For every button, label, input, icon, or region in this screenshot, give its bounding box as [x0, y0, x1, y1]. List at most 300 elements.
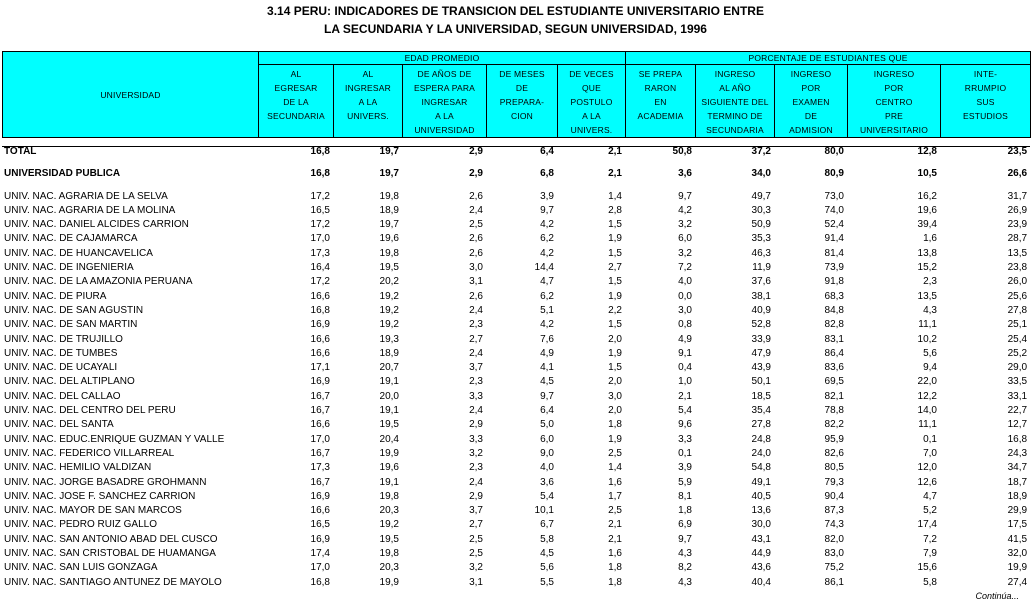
- cell-value: 3,9: [678, 462, 692, 474]
- cell-value: 39,4: [917, 219, 937, 231]
- header-column-line: SUS: [976, 97, 995, 107]
- cell-value: 26,6: [1007, 168, 1028, 180]
- total-row: [2, 167, 1030, 181]
- cell-value: 68,3: [824, 290, 844, 302]
- cell-value: 78,8: [824, 405, 844, 417]
- table-row: [2, 361, 1030, 375]
- table-row: [2, 290, 1030, 304]
- row-name: UNIV. NAC. JOSE F. SANCHEZ CARRION: [4, 490, 196, 502]
- cell-value: 4,2: [540, 219, 554, 231]
- header-column-line: INGRESO: [714, 69, 756, 79]
- table-row: [2, 518, 1030, 532]
- row-name: UNIV. NAC. SAN LUIS GONZAGA: [4, 562, 158, 574]
- header-column-line: INGRESAR: [421, 97, 468, 107]
- header-column-8: [775, 65, 848, 138]
- cell-value: 30,0: [751, 519, 771, 531]
- table-row: [2, 304, 1030, 318]
- header-column-line: ADMISION: [789, 125, 833, 135]
- row-name: UNIV. NAC. DE TUMBES: [4, 347, 118, 359]
- cell-value: 6,2: [540, 290, 554, 302]
- cell-value: 19,5: [379, 262, 399, 274]
- header-column-line: AL: [362, 69, 374, 79]
- cell-value: 24,0: [751, 447, 771, 459]
- header-column-line: DE LA: [283, 97, 309, 107]
- table-row: [2, 190, 1030, 204]
- cell-value: 2,9: [469, 419, 483, 431]
- cell-value: 80,5: [824, 462, 844, 474]
- header-column-line: SIGUIENTE DEL: [701, 97, 769, 107]
- cell-value: 2,6: [469, 190, 483, 202]
- cell-value: 12,8: [917, 146, 937, 157]
- table-row: [2, 461, 1030, 475]
- cell-value: 2,7: [469, 519, 483, 531]
- cell-value: 17,0: [310, 562, 330, 574]
- cell-value: 14,0: [917, 405, 937, 417]
- cell-value: 9,7: [540, 204, 554, 216]
- cell-value: 7,2: [678, 262, 692, 274]
- cell-value: 2,3: [923, 276, 937, 288]
- cell-value: 82,0: [824, 533, 844, 545]
- cell-value: 16,6: [310, 505, 330, 517]
- cell-value: 19,7: [379, 146, 399, 157]
- header-column-line: POSTULO: [570, 97, 613, 107]
- row-name: UNIV. NAC. DE SAN AGUSTIN: [4, 304, 144, 316]
- cell-value: 23,8: [1007, 262, 1028, 274]
- cell-value: 9,7: [678, 533, 692, 545]
- cell-value: 16,9: [310, 533, 330, 545]
- header-universidad: UNIVERSIDAD: [3, 52, 259, 138]
- cell-value: 8,2: [678, 562, 692, 574]
- cell-value: 16,6: [310, 290, 330, 302]
- cell-value: 16,8: [1007, 433, 1028, 445]
- cell-value: 80,0: [824, 146, 844, 157]
- row-name: UNIV. NAC. DE UCAYALI: [4, 362, 118, 374]
- cell-value: 16,8: [310, 576, 330, 588]
- cell-value: 41,5: [1007, 533, 1028, 545]
- cell-value: 1,8: [678, 505, 692, 517]
- cell-value: 0,4: [678, 362, 692, 374]
- cell-value: 1,5: [608, 319, 622, 331]
- cell-value: 19,8: [379, 490, 399, 502]
- cell-value: 10,5: [917, 168, 937, 180]
- header-column-line: AL AÑO: [719, 83, 751, 93]
- cell-value: 19,2: [379, 319, 399, 331]
- cell-value: 33,1: [1007, 390, 1028, 402]
- header-column-line: DE: [804, 111, 818, 121]
- cell-value: 14,4: [534, 262, 554, 274]
- cell-value: 4,2: [540, 319, 554, 331]
- cell-value: 12,7: [1007, 419, 1028, 431]
- cell-value: 19,5: [379, 419, 399, 431]
- cell-value: 23,9: [1007, 219, 1028, 231]
- cell-value: 2,9: [469, 490, 483, 502]
- cell-value: 2,6: [469, 247, 483, 259]
- cell-value: 1,8: [608, 562, 622, 574]
- cell-value: 16,6: [310, 333, 330, 345]
- table-row: [2, 375, 1030, 389]
- table-header: [2, 51, 1031, 138]
- header-column-line: DE AÑOS DE: [417, 69, 472, 79]
- cell-value: 13,5: [917, 290, 937, 302]
- cell-value: 3,0: [678, 304, 692, 316]
- header-column-line: PREPARA-: [499, 97, 545, 107]
- cell-value: 3,9: [540, 190, 554, 202]
- cell-value: 0,1: [923, 433, 937, 445]
- header-column-line: UNIVERS.: [347, 111, 389, 121]
- cell-value: 24,8: [751, 433, 771, 445]
- header-column-line: EN: [654, 97, 667, 107]
- cell-value: 13,6: [751, 505, 771, 517]
- cell-value: 25,6: [1007, 290, 1028, 302]
- table-row: [2, 218, 1030, 232]
- cell-value: 35,3: [751, 233, 771, 245]
- header-column-line: INGRESO: [873, 69, 915, 79]
- cell-value: 25,1: [1007, 319, 1028, 331]
- header-column-line: TERMINO DE: [707, 111, 763, 121]
- cell-value: 44,9: [751, 548, 771, 560]
- cell-value: 2,5: [469, 219, 483, 231]
- cell-value: 3,3: [678, 433, 692, 445]
- table-row: [2, 433, 1030, 447]
- cell-value: 3,0: [469, 262, 483, 274]
- cell-value: 95,9: [824, 433, 844, 445]
- cell-value: 2,4: [469, 405, 483, 417]
- cell-value: 17,5: [1007, 519, 1028, 531]
- data-table: [2, 142, 1030, 590]
- cell-value: 3,2: [469, 447, 483, 459]
- header-column-line: SECUNDARIA: [267, 111, 325, 121]
- row-name: UNIV. NAC. FEDERICO VILLARREAL: [4, 447, 175, 459]
- cell-value: 28,7: [1007, 233, 1028, 245]
- cell-value: 9,4: [923, 362, 937, 374]
- table-row: [2, 261, 1030, 275]
- cell-value: 37,6: [751, 276, 771, 288]
- cell-value: 4,5: [540, 548, 554, 560]
- cell-value: 50,9: [751, 219, 771, 231]
- cell-value: 49,1: [751, 476, 771, 488]
- cell-value: 10,2: [917, 333, 937, 345]
- cell-value: 83,6: [824, 362, 844, 374]
- cell-value: 18,7: [1007, 476, 1028, 488]
- header-column-line: INGRESAR: [345, 83, 391, 93]
- cell-value: 9,0: [540, 447, 554, 459]
- cell-value: 5,4: [540, 490, 554, 502]
- table-row: [2, 204, 1030, 218]
- cell-value: 12,6: [917, 476, 937, 488]
- cell-value: 1,6: [608, 476, 622, 488]
- cell-value: 34,7: [1007, 462, 1028, 474]
- cell-value: 19,8: [379, 548, 399, 560]
- cell-value: 8,1: [678, 490, 692, 502]
- table-row: [2, 561, 1030, 575]
- cell-value: 80,9: [824, 168, 844, 180]
- cell-value: 16,7: [310, 405, 330, 417]
- header-column-line: ESPERA PARA: [413, 83, 476, 93]
- cell-value: 6,4: [540, 146, 554, 157]
- cell-value: 7,6: [540, 333, 554, 345]
- table-row: [2, 318, 1030, 332]
- cell-value: 2,0: [608, 333, 622, 345]
- cell-value: 4,3: [678, 548, 692, 560]
- cell-value: 19,9: [1007, 562, 1028, 574]
- cell-value: 19,6: [379, 233, 399, 245]
- cell-value: 19,6: [379, 462, 399, 474]
- cell-value: 27,4: [1007, 576, 1028, 588]
- cell-value: 16,7: [310, 476, 330, 488]
- cell-value: 20,0: [379, 390, 399, 402]
- row-name: UNIV. NAC. HEMILIO VALDIZAN: [4, 462, 152, 474]
- row-name: UNIV. NAC. JORGE BASADRE GROHMANN: [4, 476, 207, 488]
- header-column-line: DE VECES: [569, 69, 614, 79]
- header-column-line: A LA: [358, 97, 378, 107]
- row-name: UNIV. NAC. DEL ALTIPLANO: [4, 376, 135, 388]
- cell-value: 1,5: [608, 247, 622, 259]
- cell-value: 20,3: [379, 562, 399, 574]
- cell-value: 16,6: [310, 419, 330, 431]
- cell-value: 5,6: [923, 347, 937, 359]
- cell-value: 24,3: [1007, 447, 1028, 459]
- cell-value: 4,9: [678, 333, 692, 345]
- header-column-6: [626, 65, 696, 138]
- cell-value: 2,8: [608, 204, 622, 216]
- cell-value: 18,5: [751, 390, 771, 402]
- cell-value: 29,0: [1007, 362, 1028, 374]
- cell-value: 81,4: [824, 247, 844, 259]
- cell-value: 19,1: [379, 376, 399, 388]
- row-name: UNIV. NAC. SAN CRISTOBAL DE HUAMANGA: [4, 548, 216, 560]
- cell-value: 2,4: [469, 347, 483, 359]
- cell-value: 90,4: [824, 490, 844, 502]
- cell-value: 82,8: [824, 319, 844, 331]
- cell-value: 19,6: [917, 204, 937, 216]
- header-edad-promedio: EDAD PROMEDIO: [259, 52, 626, 65]
- header-porcentaje: PORCENTAJE DE ESTUDIANTES QUE: [626, 52, 1031, 65]
- cell-value: 19,8: [379, 190, 399, 202]
- cell-value: 9,7: [678, 190, 692, 202]
- cell-value: 7,2: [923, 533, 937, 545]
- cell-value: 1,4: [608, 190, 622, 202]
- cell-value: 2,1: [608, 533, 622, 545]
- cell-value: 43,1: [751, 533, 771, 545]
- cell-value: 3,0: [608, 390, 622, 402]
- row-name: UNIV. NAC. PEDRO RUIZ GALLO: [4, 519, 157, 531]
- cell-value: 3,3: [469, 390, 483, 402]
- cell-value: 2,0: [608, 376, 622, 388]
- header-column-line: QUE: [581, 83, 602, 93]
- row-name: UNIV. NAC. DEL CENTRO DEL PERU: [4, 405, 176, 417]
- cell-value: 5,0: [540, 419, 554, 431]
- cell-value: 20,2: [379, 276, 399, 288]
- header-column-2: [334, 65, 403, 138]
- cell-value: 2,3: [469, 462, 483, 474]
- cell-value: 13,5: [1007, 247, 1028, 259]
- cell-value: 19,1: [379, 405, 399, 417]
- cell-value: 17,3: [310, 462, 330, 474]
- cell-value: 4,1: [540, 362, 554, 374]
- table-row: [2, 576, 1030, 590]
- cell-value: 2,3: [469, 319, 483, 331]
- cell-value: 2,9: [469, 168, 483, 180]
- cell-value: 13,8: [917, 247, 937, 259]
- cell-value: 82,1: [824, 390, 844, 402]
- cell-value: 19,2: [379, 304, 399, 316]
- cell-value: 7,9: [923, 548, 937, 560]
- cell-value: 73,9: [824, 262, 844, 274]
- cell-value: 2,4: [469, 204, 483, 216]
- header-column-line: POR: [884, 83, 904, 93]
- cell-value: 7,0: [923, 447, 937, 459]
- cell-value: 12,2: [917, 390, 937, 402]
- cell-value: 10,1: [534, 505, 554, 517]
- cell-value: 52,8: [751, 319, 771, 331]
- cell-value: 1,5: [608, 362, 622, 374]
- cell-value: 40,5: [751, 490, 771, 502]
- cell-value: 16,6: [310, 347, 330, 359]
- row-name: UNIV. NAC. MAYOR DE SAN MARCOS: [4, 505, 182, 517]
- cell-value: 17,0: [310, 433, 330, 445]
- cell-value: 1,5: [608, 219, 622, 231]
- cell-value: 2,5: [608, 447, 622, 459]
- cell-value: 20,4: [379, 433, 399, 445]
- cell-value: 9,1: [678, 347, 692, 359]
- row-name: UNIV. NAC. AGRARIA DE LA SELVA: [4, 190, 168, 202]
- row-name: UNIV. NAC. EDUC.ENRIQUE GUZMAN Y VALLE: [4, 433, 225, 445]
- row-name: UNIV. NAC. DE LA AMAZONIA PERUANA: [4, 276, 193, 288]
- cell-value: 4,3: [678, 576, 692, 588]
- cell-value: 11,1: [918, 319, 937, 331]
- cell-value: 25,2: [1007, 347, 1028, 359]
- cell-value: 87,3: [824, 505, 844, 517]
- cell-value: 16,8: [310, 146, 330, 157]
- total-row: [2, 145, 1030, 159]
- cell-value: 82,6: [824, 447, 844, 459]
- cell-value: 83,0: [824, 548, 844, 560]
- cell-value: 1,0: [678, 376, 692, 388]
- cell-value: 2,9: [469, 146, 483, 157]
- cell-value: 19,5: [379, 533, 399, 545]
- cell-value: 2,2: [608, 304, 622, 316]
- cell-value: 40,9: [751, 304, 771, 316]
- cell-value: 4,2: [540, 247, 554, 259]
- spacer-row: [2, 159, 1030, 167]
- cell-value: 86,1: [824, 576, 844, 588]
- cell-value: 0,0: [678, 290, 692, 302]
- cell-value: 1,5: [608, 276, 622, 288]
- cell-value: 15,2: [917, 262, 937, 274]
- cell-value: 83,1: [824, 333, 844, 345]
- header-column-line: UNIVERSIDAD: [414, 125, 475, 135]
- cell-value: 3,7: [469, 362, 483, 374]
- table-row: [2, 533, 1030, 547]
- cell-value: 1,7: [608, 490, 622, 502]
- cell-value: 75,2: [824, 562, 844, 574]
- cell-value: 84,8: [824, 304, 844, 316]
- cell-value: 16,7: [310, 390, 330, 402]
- row-name: UNIV. NAC. DE HUANCAVELICA: [4, 247, 153, 259]
- cell-value: 6,8: [540, 168, 554, 180]
- header-column-line: EGRESAR: [274, 83, 318, 93]
- cell-value: 19,9: [379, 447, 399, 459]
- cell-value: 27,8: [1007, 304, 1028, 316]
- cell-value: 18,9: [379, 347, 399, 359]
- cell-value: 3,2: [469, 562, 483, 574]
- cell-value: 16,9: [310, 490, 330, 502]
- cell-value: 17,3: [310, 247, 330, 259]
- row-name: UNIV. NAC. DE TRUJILLO: [4, 333, 123, 345]
- header-column-3: [403, 65, 487, 138]
- table-row: [2, 390, 1030, 404]
- cell-value: 22,7: [1007, 405, 1028, 417]
- cell-value: 6,2: [540, 233, 554, 245]
- cell-value: 16,8: [310, 168, 330, 180]
- header-column-7: [696, 65, 775, 138]
- cell-value: 31,7: [1007, 190, 1028, 202]
- cell-value: 19,9: [379, 576, 399, 588]
- cell-value: 20,3: [379, 505, 399, 517]
- cell-value: 16,5: [310, 204, 330, 216]
- table-row: [2, 232, 1030, 246]
- cell-value: 1,9: [608, 290, 622, 302]
- cell-value: 0,8: [678, 319, 692, 331]
- table-row: [2, 347, 1030, 361]
- cell-value: 16,4: [310, 262, 330, 274]
- cell-value: 1,6: [608, 548, 622, 560]
- cell-value: 30,3: [751, 204, 771, 216]
- cell-value: 11,1: [918, 419, 937, 431]
- cell-value: 43,9: [751, 362, 771, 374]
- cell-value: 17,2: [310, 276, 330, 288]
- table-row: [2, 447, 1030, 461]
- cell-value: 4,7: [540, 276, 554, 288]
- cell-value: 5,4: [678, 405, 692, 417]
- cell-value: 2,3: [469, 376, 483, 388]
- cell-value: 17,0: [310, 233, 330, 245]
- cell-value: 2,6: [469, 290, 483, 302]
- cell-value: 69,5: [824, 376, 844, 388]
- header-column-line: POR: [801, 83, 821, 93]
- cell-value: 4,0: [540, 462, 554, 474]
- cell-value: 6,9: [678, 519, 692, 531]
- cell-value: 20,7: [379, 362, 399, 374]
- cell-value: 18,9: [379, 204, 399, 216]
- header-column-line: UNIVERS.: [570, 125, 613, 135]
- header-column-line: RRUMPIO: [964, 83, 1007, 93]
- cell-value: 6,0: [678, 233, 692, 245]
- cell-value: 27,8: [751, 419, 771, 431]
- header-column-line: A LA: [582, 111, 601, 121]
- cell-value: 47,9: [751, 347, 771, 359]
- cell-value: 17,4: [310, 548, 330, 560]
- cell-value: 2,0: [608, 405, 622, 417]
- cell-value: 16,7: [310, 447, 330, 459]
- header-column-5: [558, 65, 626, 138]
- cell-value: 49,7: [751, 190, 771, 202]
- row-name: UNIV. NAC. DANIEL ALCIDES CARRION: [4, 219, 189, 231]
- table-row: [2, 418, 1030, 432]
- cell-value: 34,0: [751, 168, 771, 180]
- cell-value: 19,8: [379, 247, 399, 259]
- cell-value: 2,5: [608, 505, 622, 517]
- cell-value: 2,1: [608, 519, 622, 531]
- cell-value: 74,0: [824, 204, 844, 216]
- header-column-10: [941, 65, 1031, 138]
- header-column-line: EXAMEN: [792, 97, 830, 107]
- cell-value: 5,2: [923, 505, 937, 517]
- cell-value: 73,0: [824, 190, 844, 202]
- header-column-line: DE: [515, 83, 529, 93]
- table-title-line-1: 3.14 PERU: INDICADORES DE TRANSICION DEL ESTUDIANTE UNIVERSITARIO ENTRE: [267, 4, 764, 18]
- cell-value: 3,2: [678, 219, 692, 231]
